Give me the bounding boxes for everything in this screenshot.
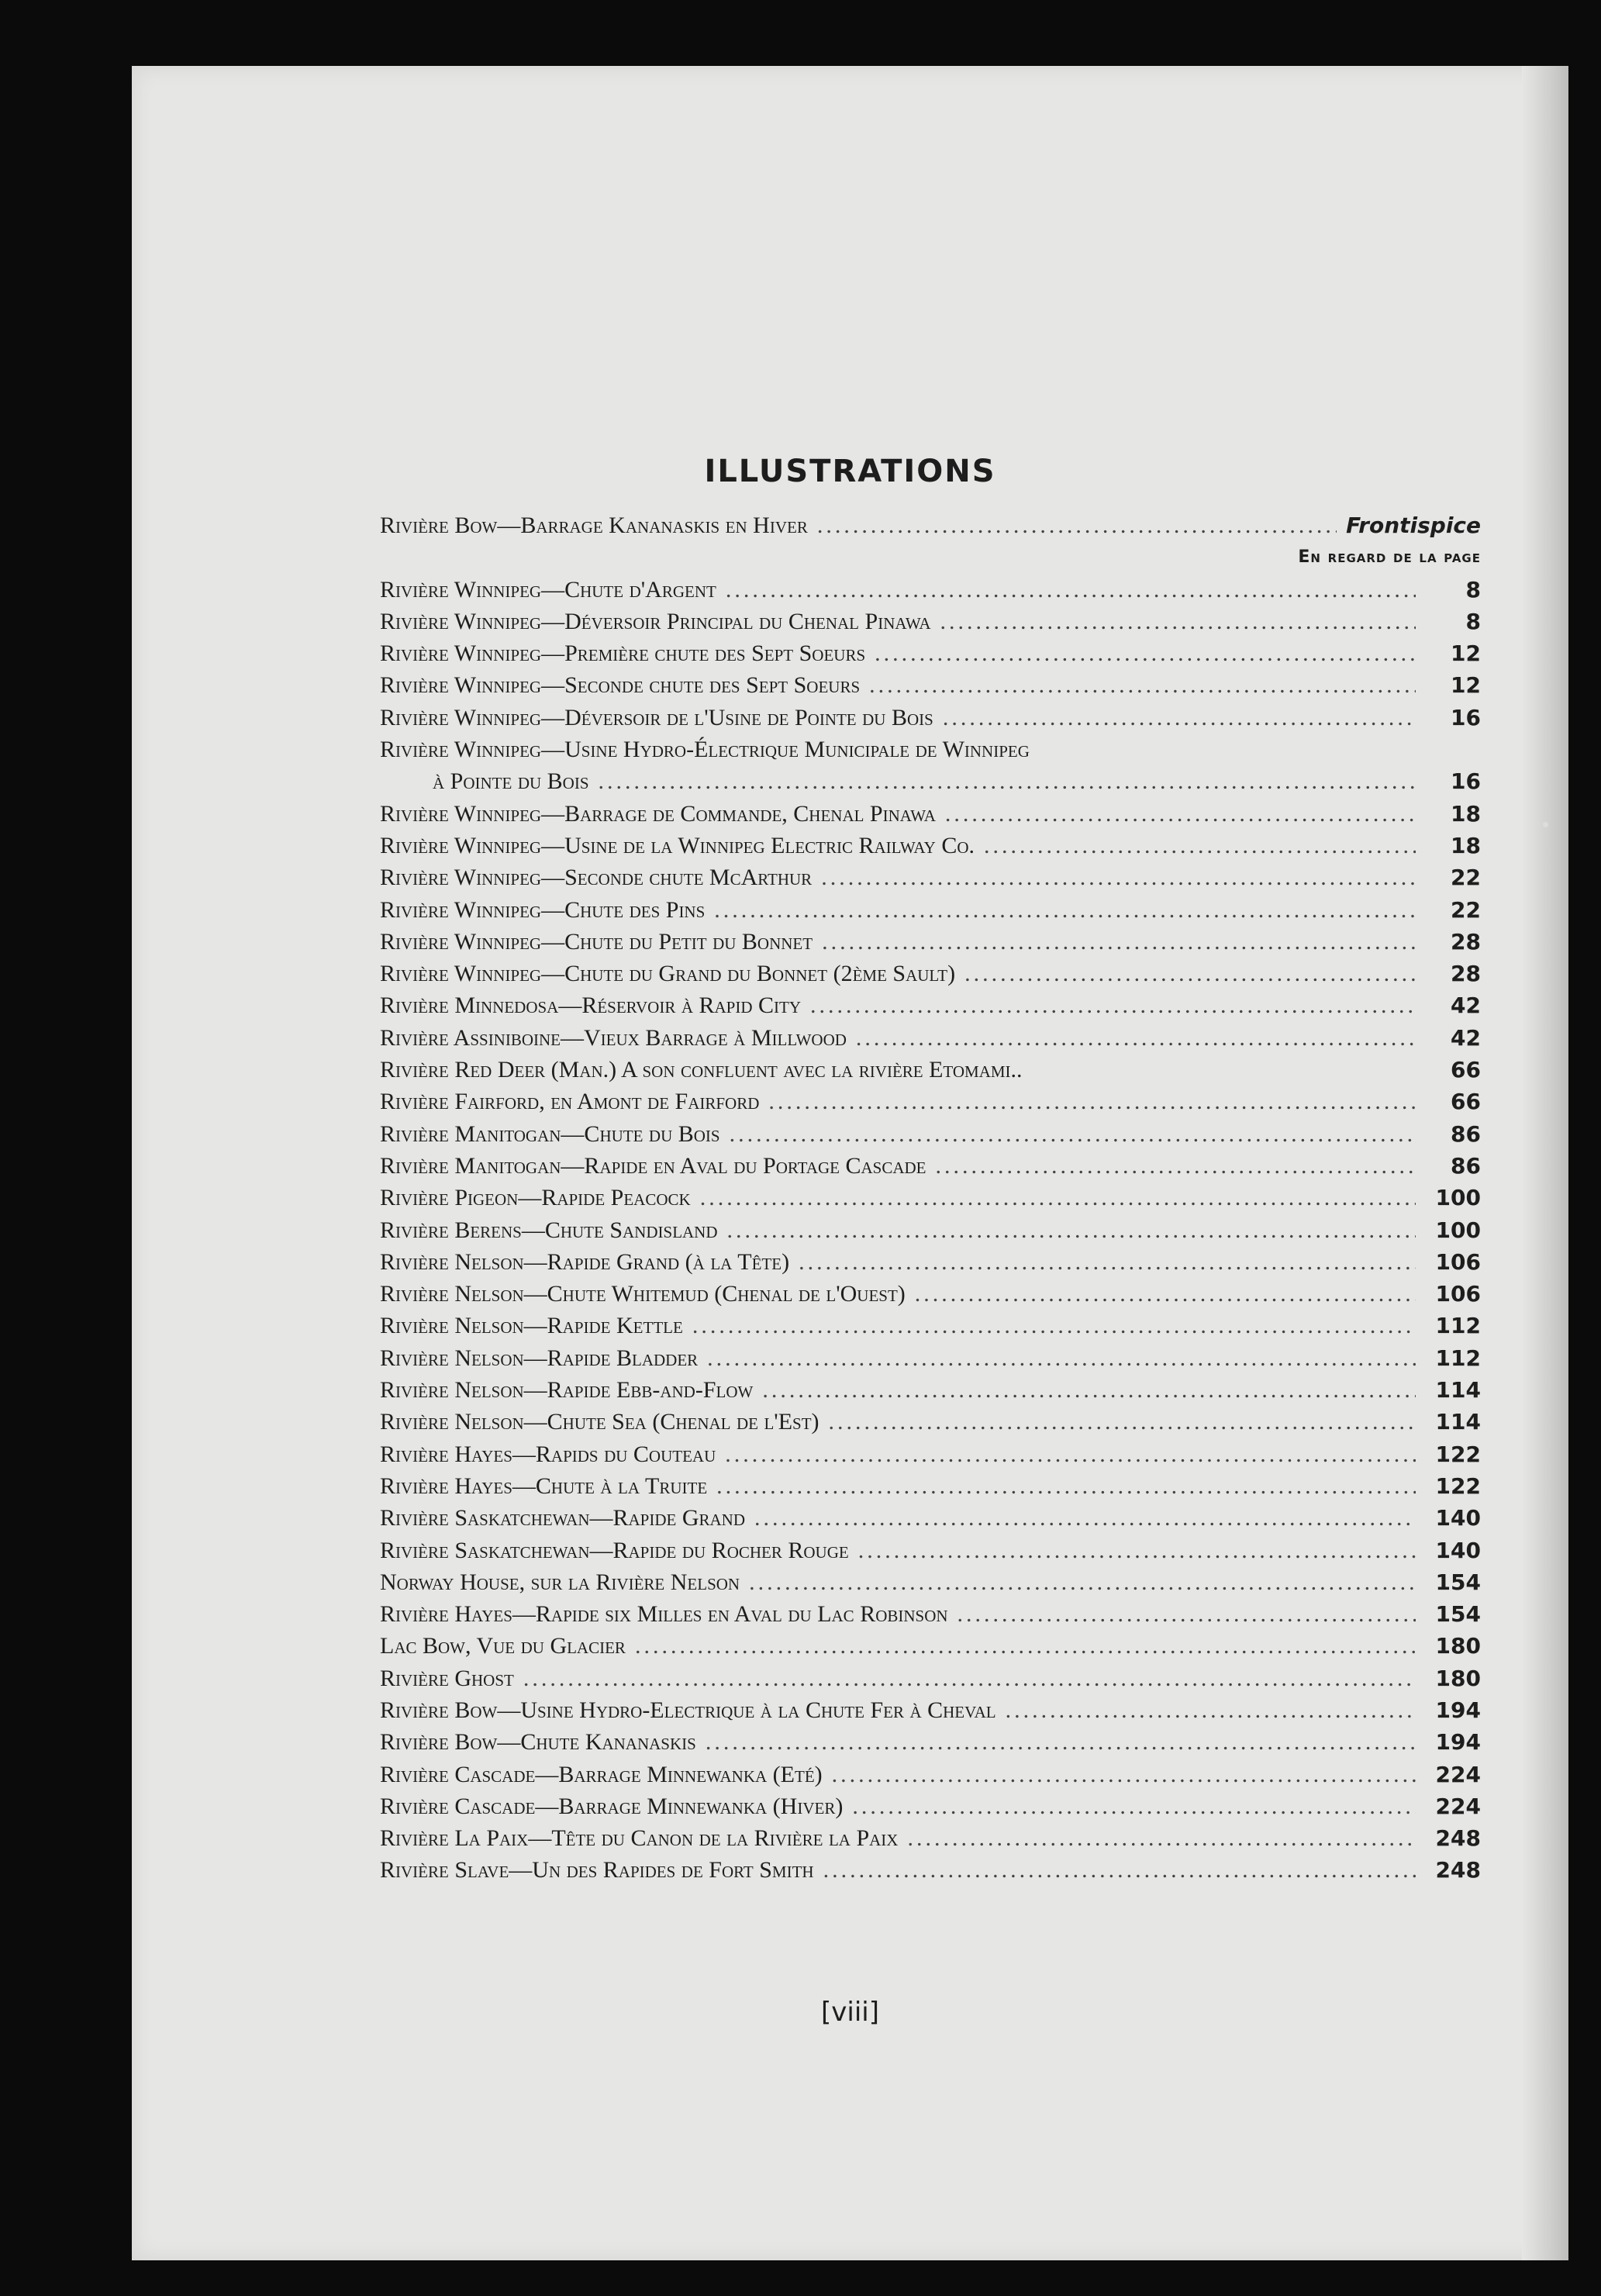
list-item bbox=[380, 1598, 1481, 1630]
entry-label: Rivière Winnipeg—Barrage de Commande, Chenal Pinawa bbox=[380, 800, 936, 827]
entry-page-number: 28 bbox=[1451, 961, 1481, 987]
dot-leader bbox=[821, 861, 1416, 893]
dot-leader bbox=[869, 669, 1416, 701]
entry-label: Rivière Nelson—Rapide Ebb-and-Flow bbox=[380, 1377, 754, 1403]
list-item bbox=[380, 1822, 1481, 1854]
entry-page-number: 100 bbox=[1435, 1217, 1481, 1243]
entry-page-number: 194 bbox=[1435, 1697, 1481, 1723]
book-page bbox=[132, 66, 1568, 2260]
entry-page-number: 86 bbox=[1451, 1152, 1481, 1179]
dot-leader bbox=[829, 1406, 1416, 1438]
scan-speck bbox=[1543, 822, 1548, 827]
dot-leader bbox=[726, 574, 1416, 606]
entry-page-number: 106 bbox=[1435, 1281, 1481, 1307]
list-item bbox=[380, 926, 1481, 958]
dot-leader bbox=[945, 798, 1416, 830]
entry-page-number: 106 bbox=[1435, 1248, 1481, 1275]
dot-leader bbox=[799, 1246, 1416, 1278]
entry-page-number: 12 bbox=[1451, 640, 1481, 667]
list-item bbox=[380, 1790, 1481, 1822]
dot-leader bbox=[823, 1854, 1416, 1886]
dot-leader bbox=[714, 894, 1416, 926]
entry-page-number: 154 bbox=[1435, 1569, 1481, 1595]
entry-label: Rivière Minnedosa—Réservoir à Rapid City bbox=[380, 993, 802, 1019]
dot-leader bbox=[707, 1342, 1416, 1374]
entry-label: Rivière Hayes—Rapide six Milles en Aval du Lac Robinson bbox=[380, 1601, 948, 1628]
dot-leader bbox=[749, 1566, 1416, 1598]
entry-label: Rivière Winnipeg—Première chute des Sept Soeurs bbox=[380, 640, 866, 667]
entry-label: Rivière Hayes—Chute à la Truite bbox=[380, 1473, 708, 1499]
entry-label: Rivière Manitogan—Rapide en Aval du Portage Cascade bbox=[380, 1152, 926, 1179]
dot-leader bbox=[754, 1502, 1416, 1534]
dot-leader bbox=[725, 1438, 1416, 1470]
entry-label: Rivière Pigeon—Rapide Peacock bbox=[380, 1185, 691, 1211]
entry-label: Rivière Slave—Un des Rapides de Fort Smith bbox=[380, 1857, 814, 1883]
dot-leader bbox=[858, 1535, 1416, 1566]
entry-label: Rivière Nelson—Chute Whitemud (Chenal de l'Ouest) bbox=[380, 1281, 906, 1307]
dot-leader bbox=[964, 958, 1416, 989]
entry-page-number: 122 bbox=[1435, 1441, 1481, 1467]
entry-page-number: 66 bbox=[1451, 1089, 1481, 1115]
entry-page-number: 16 bbox=[1451, 704, 1481, 730]
dot-leader bbox=[1006, 1694, 1416, 1726]
entry-label: Rivière Winnipeg—Chute d'Argent bbox=[380, 576, 716, 602]
entry-page-number: 42 bbox=[1451, 993, 1481, 1019]
list-item bbox=[380, 830, 1481, 861]
entry-label: Rivière Winnipeg—Usine de la Winnipeg Electric Railway Co. bbox=[380, 832, 975, 858]
dot-leader bbox=[768, 1086, 1416, 1117]
entry-page-number: 28 bbox=[1451, 928, 1481, 955]
dot-leader bbox=[635, 1630, 1416, 1662]
entry-label: Rivière Winnipeg—Déversoir Principal du Chenal Pinawa bbox=[380, 608, 931, 634]
entry-page-number: 122 bbox=[1435, 1473, 1481, 1499]
dot-leader bbox=[822, 926, 1416, 958]
entry-page-number: 224 bbox=[1435, 1793, 1481, 1819]
entry-label: Rivière Nelson—Rapide Kettle bbox=[380, 1313, 683, 1339]
list-item bbox=[380, 702, 1481, 734]
list-item bbox=[380, 1278, 1481, 1310]
entry-label: Rivière Saskatchewan—Rapide Grand bbox=[380, 1505, 746, 1531]
dot-leader bbox=[856, 1022, 1416, 1054]
dot-leader bbox=[706, 1726, 1416, 1758]
entry-page-number: 194 bbox=[1435, 1729, 1481, 1756]
list-item bbox=[380, 1759, 1481, 1790]
dot-leader bbox=[943, 702, 1416, 734]
entry-page-number: Frontispice bbox=[1346, 513, 1481, 538]
entry-label: Rivière Hayes—Rapids du Couteau bbox=[380, 1441, 716, 1467]
entry-label: Rivière Cascade—Barrage Minnewanka (Hiver) bbox=[380, 1793, 844, 1819]
entry-page-number: 114 bbox=[1435, 1409, 1481, 1435]
entry-label: Rivière Red Deer (Man.) A son confluent avec la rivière Etomami.. bbox=[380, 1057, 1023, 1083]
entry-page-number: 140 bbox=[1435, 1505, 1481, 1531]
list-item bbox=[380, 669, 1481, 701]
entry-label: Rivière Winnipeg—Usine Hydro-Électrique Municipale de Winnipeg bbox=[380, 737, 1030, 763]
page-title: ILLUSTRATIONS bbox=[704, 454, 996, 489]
list-item bbox=[380, 989, 1481, 1021]
entry-page-number: 180 bbox=[1435, 1633, 1481, 1659]
entry-page-number: 140 bbox=[1435, 1537, 1481, 1563]
list-item bbox=[380, 734, 1481, 765]
entry-page-number: 112 bbox=[1435, 1345, 1481, 1371]
list-item bbox=[380, 606, 1481, 637]
entry-label: Rivière Winnipeg—Seconde chute McArthur bbox=[380, 865, 813, 891]
entry-label: Rivière Saskatchewan—Rapide du Rocher Rouge bbox=[380, 1537, 849, 1563]
dot-leader bbox=[700, 1182, 1416, 1214]
entry-page-number: 22 bbox=[1451, 896, 1481, 923]
entry-label: Rivière Bow—Barrage Kananaskis en Hiver bbox=[380, 513, 808, 538]
dot-leader bbox=[915, 1278, 1416, 1310]
entry-page-number: 22 bbox=[1451, 865, 1481, 891]
entry-label: à Pointe du Bois bbox=[433, 768, 589, 795]
list-item bbox=[380, 1054, 1481, 1086]
list-item bbox=[380, 1086, 1481, 1117]
entry-page-number: 112 bbox=[1435, 1313, 1481, 1339]
list-item bbox=[380, 1566, 1481, 1598]
dot-leader bbox=[984, 830, 1416, 861]
dot-leader bbox=[810, 989, 1416, 1021]
list-item bbox=[380, 509, 1481, 541]
list-item bbox=[380, 1854, 1481, 1886]
entry-label: Rivière Manitogan—Chute du Bois bbox=[380, 1120, 720, 1147]
list-item bbox=[380, 1214, 1481, 1246]
list-item bbox=[380, 1374, 1481, 1406]
list-item bbox=[380, 1182, 1481, 1214]
entry-page-number: 248 bbox=[1435, 1825, 1481, 1852]
entry-label: Rivière Winnipeg—Déversoir de l'Usine de Pointe du Bois bbox=[380, 704, 933, 730]
entry-page-number: 18 bbox=[1451, 832, 1481, 858]
list-item bbox=[380, 1470, 1481, 1502]
page-edge-shadow bbox=[1522, 66, 1568, 2260]
list-item bbox=[380, 1502, 1481, 1534]
entry-label: Rivière Nelson—Rapide Grand (à la Tête) bbox=[380, 1248, 790, 1275]
dot-leader bbox=[957, 1598, 1416, 1630]
entry-label: Norway House, sur la Rivière Nelson bbox=[380, 1569, 740, 1595]
entry-page-number: 8 bbox=[1465, 608, 1481, 634]
entry-page-number: 100 bbox=[1435, 1185, 1481, 1211]
entry-label: Rivière Fairford, en Amont de Fairford bbox=[380, 1089, 760, 1115]
entry-page-number: 154 bbox=[1435, 1601, 1481, 1628]
list-item bbox=[380, 958, 1481, 989]
entry-label: Rivière Cascade—Barrage Minnewanka (Eté) bbox=[380, 1761, 823, 1787]
dot-leader bbox=[935, 1150, 1416, 1182]
column-header-page-ref: En regard de la page bbox=[1298, 547, 1481, 568]
entry-page-number: 66 bbox=[1451, 1057, 1481, 1083]
dot-leader bbox=[730, 1118, 1416, 1150]
dot-leader bbox=[875, 637, 1416, 669]
list-item bbox=[380, 1150, 1481, 1182]
entry-page-number: 16 bbox=[1451, 768, 1481, 795]
entry-page-number: 42 bbox=[1451, 1024, 1481, 1051]
list-item bbox=[380, 637, 1481, 669]
list-item bbox=[380, 1310, 1481, 1341]
entry-page-number: 12 bbox=[1451, 672, 1481, 699]
dot-leader bbox=[852, 1790, 1416, 1822]
entry-label: Rivière Winnipeg—Chute des Pins bbox=[380, 896, 706, 923]
list-item bbox=[380, 765, 1481, 797]
entry-label: Rivière Winnipeg—Chute du Grand du Bonnet (2ème Sault) bbox=[380, 961, 956, 987]
entry-label: Rivière Nelson—Rapide Bladder bbox=[380, 1345, 699, 1371]
entry-label: Rivière Assiniboine—Vieux Barrage à Millwood bbox=[380, 1024, 847, 1051]
entry-label: Rivière Bow—Usine Hydro-Electrique à la Chute Fer à Cheval bbox=[380, 1697, 996, 1723]
entry-page-number: 180 bbox=[1435, 1665, 1481, 1691]
list-item bbox=[380, 1022, 1481, 1054]
entry-page-number: 18 bbox=[1451, 800, 1481, 827]
dot-leader bbox=[762, 1374, 1416, 1406]
list-item bbox=[380, 1694, 1481, 1726]
entry-label: Rivière Winnipeg—Seconde chute des Sept Soeurs bbox=[380, 672, 861, 699]
dot-leader bbox=[907, 1822, 1416, 1854]
dot-leader bbox=[817, 509, 1337, 541]
entry-page-number: 224 bbox=[1435, 1761, 1481, 1787]
dot-leader bbox=[832, 1759, 1416, 1790]
entry-page-number: 248 bbox=[1435, 1857, 1481, 1883]
list-item bbox=[380, 574, 1481, 606]
list-item bbox=[380, 1406, 1481, 1438]
list-item bbox=[380, 1118, 1481, 1150]
entry-label: Rivière Nelson—Chute Sea (Chenal de l'Est) bbox=[380, 1409, 819, 1435]
entry-page-number: 86 bbox=[1451, 1120, 1481, 1147]
entry-label: Rivière Bow—Chute Kananaskis bbox=[380, 1729, 696, 1756]
list-item bbox=[380, 1630, 1481, 1662]
illustrations-list bbox=[380, 509, 1481, 1887]
entry-label: Lac Bow, Vue du Glacier bbox=[380, 1633, 626, 1659]
dot-leader bbox=[940, 606, 1416, 637]
dot-leader bbox=[716, 1470, 1416, 1502]
list-item bbox=[380, 1726, 1481, 1758]
list-item bbox=[380, 1535, 1481, 1566]
list-item bbox=[380, 1438, 1481, 1470]
page-number: [viii] bbox=[821, 1997, 879, 2028]
list-item bbox=[380, 1662, 1481, 1694]
dot-leader bbox=[727, 1214, 1416, 1246]
entry-label: Rivière Berens—Chute Sandisland bbox=[380, 1217, 718, 1243]
entry-label: Rivière La Paix—Tête du Canon de la Rivière la Paix bbox=[380, 1825, 899, 1852]
dot-leader bbox=[599, 765, 1416, 797]
list-item bbox=[380, 1342, 1481, 1374]
entry-label: Rivière Ghost bbox=[380, 1665, 514, 1691]
list-item bbox=[380, 1246, 1481, 1278]
entry-page-number: 114 bbox=[1435, 1377, 1481, 1403]
list-item bbox=[380, 861, 1481, 893]
dot-leader bbox=[692, 1310, 1416, 1341]
list-item bbox=[380, 798, 1481, 830]
dot-leader bbox=[523, 1662, 1416, 1694]
list-item bbox=[380, 894, 1481, 926]
entry-label: Rivière Winnipeg—Chute du Petit du Bonnet bbox=[380, 928, 813, 955]
entry-page-number: 8 bbox=[1465, 576, 1481, 602]
